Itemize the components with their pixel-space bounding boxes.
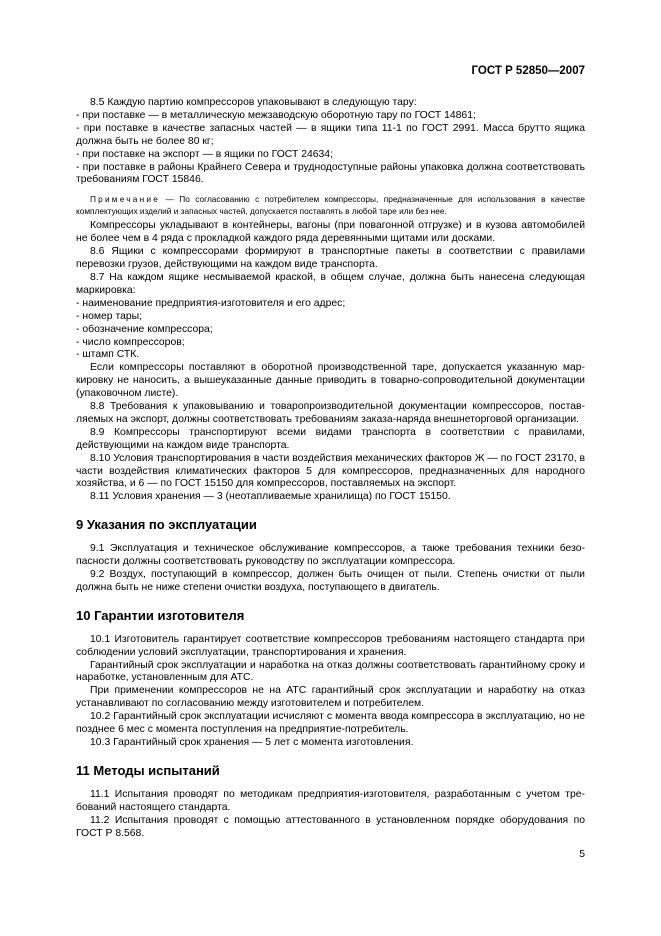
- para-8-11: 8.11 Условия хранения — 3 (неотапливаемые хранилища) по ГОСТ 15150.: [90, 491, 451, 503]
- list-item: - наименование предприятия-изготовителя и его адрес;: [76, 297, 346, 309]
- document-header: ГОСТ Р 52850—2007: [471, 65, 585, 77]
- para-8-6: 8.6 Ящики с компрессорами формируют в транспортные пакеты в соответствии с правилами перевозки грузов, действующими на каждом виде транспорта.: [76, 246, 585, 271]
- list-item: - номер тары;: [76, 310, 143, 322]
- paragraph: Компрессоры укладывают в контейнеры, вагоны (при повагонной отгрузке) и в кузова автомобилей не более чем в 4 ряда с прокладкой каждого ряда деревянными щитами или досками.: [76, 220, 585, 245]
- para-11-2: 11.2 Испытания проводят с помощью аттестованного в установленном порядке оборудования по ГОСТ Р 8.568.: [76, 814, 585, 839]
- section-11-heading: 11 Методы испытаний: [76, 762, 220, 778]
- para-10-2: 10.2 Гарантийный срок эксплуатации исчисляют с момента ввода компрессора в эксплуатацию, но не позднее 6 мес с момента поступления на предприятие-потребитель.: [76, 711, 585, 736]
- page-number: 5: [579, 849, 585, 860]
- para-9-1: 9.1 Эксплуатация и техническое обслуживание компрессоров, а также требования техники безопасности должны соответствовать руководству по эксплуатации компрессора.: [76, 543, 585, 568]
- section-10-heading: 10 Гарантии изготовителя: [76, 607, 245, 623]
- list-item: - штамп СТК.: [76, 349, 140, 361]
- note: [76, 194, 585, 217]
- paragraph: При применении компрессоров не на АТС гарантийный срок эксплуатации и наработку на отказ устанавливают по согласованию между изготовителем и потребителем.: [76, 685, 585, 710]
- paragraph: Если компрессоры поставляют в оборотной производственной таре, допускается указанную маркировку не наносить, а вышеуказанные данные приводить в товарно-сопроводительной документации (упаковочном листе).: [76, 362, 585, 400]
- list-item: - обозначение компрессора;: [76, 323, 213, 335]
- para-9-2: 9.2 Воздух, поступающий в компрессор, должен быть очищен от пыли. Степень очистки от пыли должна быть не ниже степени очистки воздуха, поступающего в двигатель.: [76, 569, 585, 593]
- para-8-5-intro: 8.5 Каждую партию компрессоров упаковывают в следующую тару:: [90, 97, 417, 108]
- section-9-heading: 9 Указания по эксплуатации: [76, 517, 257, 533]
- para-11-1: 11.1 Испытания проводят по методикам предприятия-изготовителя, разработанным с учетом требований настоящего стандарта.: [76, 788, 585, 813]
- para-8-9: 8.9 Компрессоры транспортируют всеми видами транспорта в соответствии с правилами, действующими на каждом виде транспорта.: [76, 426, 585, 451]
- list-item: - при поставке — в металлическую межзаводскую оборотную тару по ГОСТ 14861;: [76, 109, 476, 121]
- note-label: Примечание: [90, 194, 161, 205]
- list-item: - при поставке в районы Крайнего Севера и труднодоступные районы упаковка должна соответствовать требованиям ГОСТ 15846.: [76, 161, 585, 186]
- para-10-1: 10.1 Изготовитель гарантирует соответствие компрессоров требованиям настоящего стандарта при соблюдении условий эксплуатации, транспортирования и хранения.: [76, 633, 585, 658]
- list-item: - число компрессоров;: [76, 336, 185, 348]
- list-item: - при поставке в качестве запасных частей — в ящики типа 11-1 по ГОСТ 2991. Масса брутто ящика должна быть не более 80 кг;: [76, 122, 585, 147]
- paragraph: Гарантийный срок эксплуатации и наработка на отказ должны соответствовать гарантийному сроку и наработке, установленным для АТС.: [76, 659, 585, 684]
- para-8-10: 8.10 Условия транспортирования в части воздействия механических факторов Ж — по ГОСТ 23170, в части воздействия климатических факторов 5 для компрессоров, предназначенных для народного хозяйства, и 6 — по ГОСТ 15150 для компрессоров, поставляемых на экспорт.: [76, 452, 585, 490]
- para-8-7: 8.7 На каждом ящике несмываемой краской, в общем случае, должна быть нанесена следующая маркировка:: [76, 271, 585, 296]
- list-item: - при поставке на экспорт — в ящики по ГОСТ 24634;: [76, 148, 333, 160]
- para-10-3: 10.3 Гарантийный срок хранения — 5 лет с момента изготовления.: [90, 736, 414, 748]
- note-text: — По согласованию с потребителем компрессоры, предназначенные для использования в качестве комплектующих изделий и запасных частей, допускается поставлять в любой таре или без нее.: [76, 194, 585, 216]
- para-8-8: 8.8 Требования к упаковыванию и товаропроизводительной документации компрессоров, поставляемых на экспорт, должны соответствовать требованиям заказа-наряда внешнеторговой организации.: [76, 401, 585, 425]
- document-body: [76, 97, 585, 840]
